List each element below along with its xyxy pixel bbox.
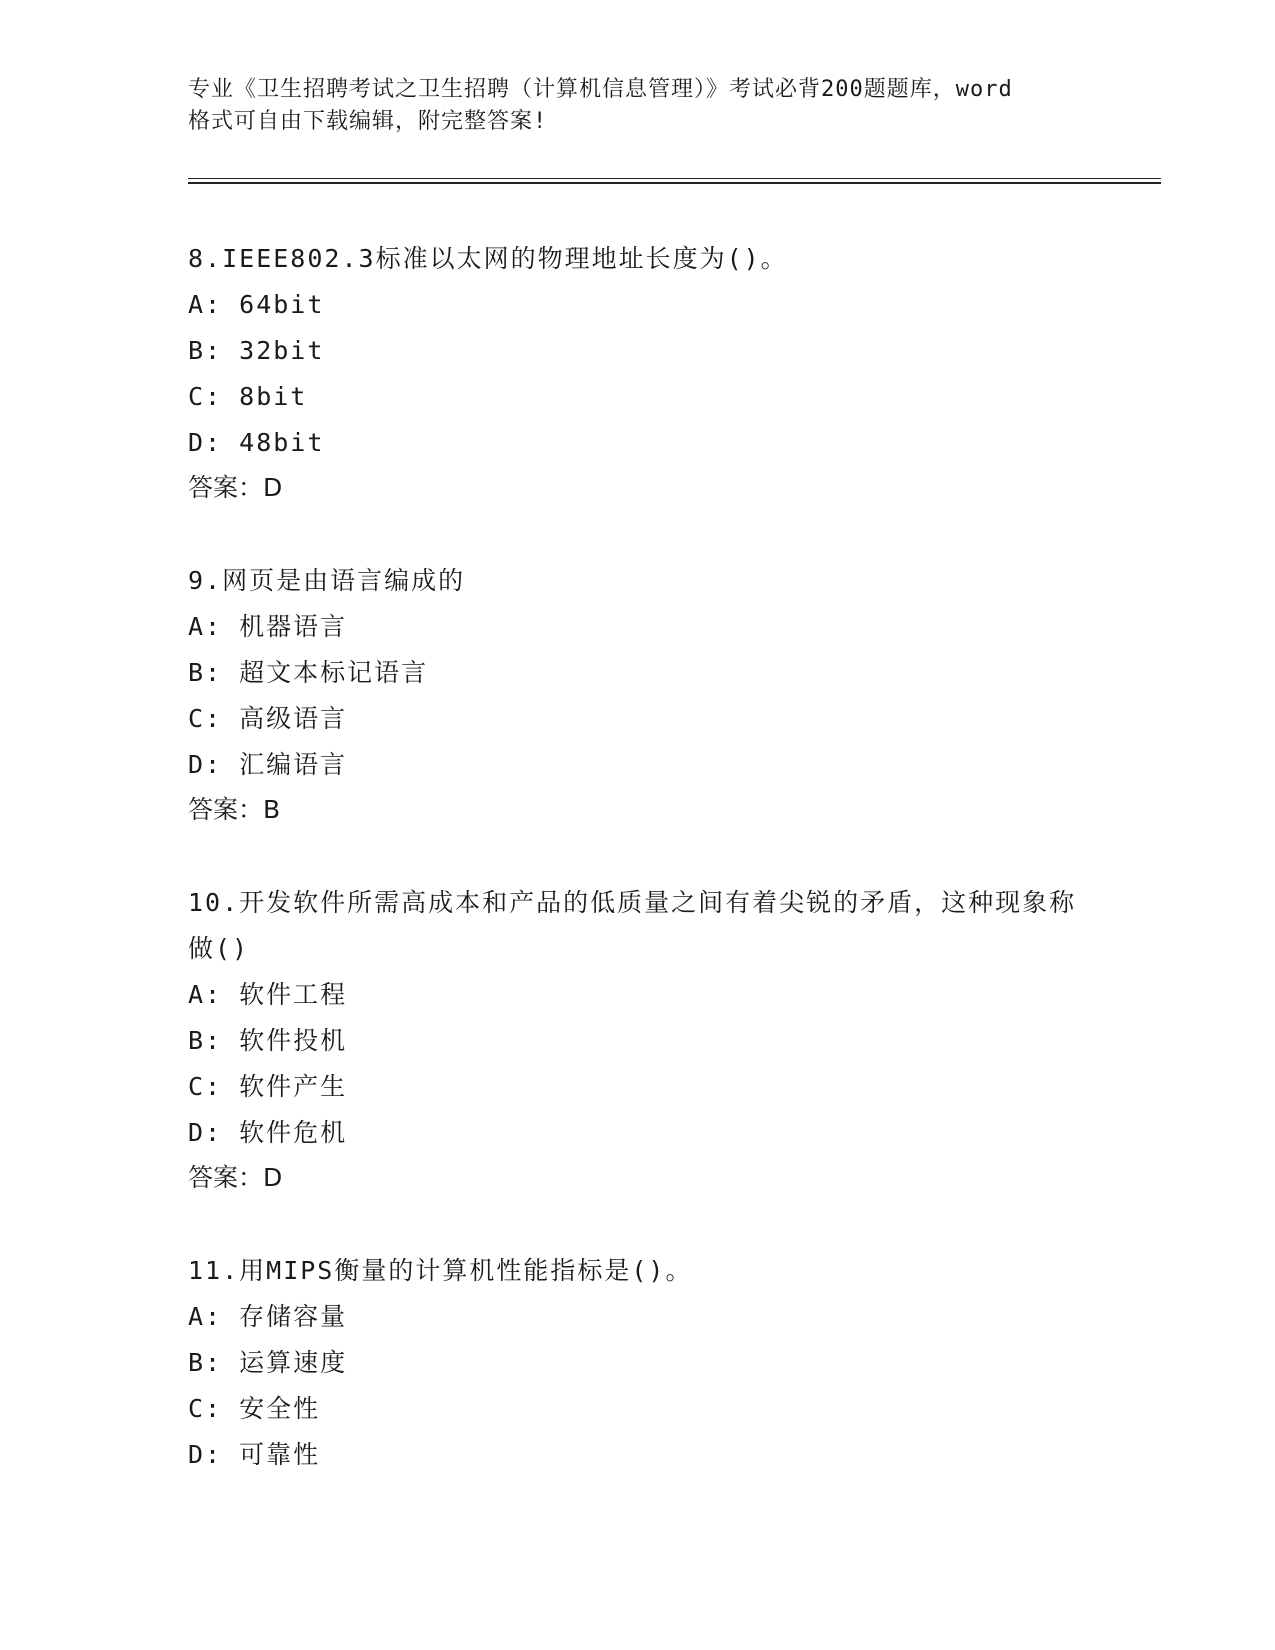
- option-c: C: 8bit: [188, 382, 308, 411]
- question-stem: 9.网页是由语言编成的: [188, 566, 466, 595]
- document-header: [188, 74, 1088, 138]
- question-10: [188, 880, 1088, 1200]
- spacer: [188, 510, 1088, 558]
- answer-label: 答案：B: [188, 795, 281, 824]
- option-b: B: 软件投机: [188, 1026, 348, 1055]
- spacer: [188, 1200, 1088, 1248]
- option-b: B: 超文本标记语言: [188, 658, 429, 687]
- option-a: A: 机器语言: [188, 612, 348, 641]
- question-11: [188, 1248, 1088, 1478]
- answer-label: 答案：D: [188, 1163, 283, 1192]
- spacer: [188, 832, 1088, 880]
- header-line-2: 格式可自由下载编辑，附完整答案!: [188, 109, 548, 134]
- option-a: A: 64bit: [188, 290, 325, 319]
- option-c: C: 安全性: [188, 1394, 321, 1423]
- question-stem: 11.用MIPS衡量的计算机性能指标是()。: [188, 1256, 693, 1285]
- option-c: C: 软件产生: [188, 1072, 348, 1101]
- question-stem: 10.开发软件所需高成本和产品的低质量之间有着尖锐的矛盾，这种现象称做(): [188, 888, 1077, 963]
- header-divider-thin: [188, 178, 1161, 179]
- option-b: B: 运算速度: [188, 1348, 348, 1377]
- option-d: D: 48bit: [188, 428, 325, 457]
- question-8: [188, 236, 1088, 510]
- question-list: [188, 236, 1088, 1478]
- option-d: D: 可靠性: [188, 1440, 321, 1469]
- option-b: B: 32bit: [188, 336, 325, 365]
- option-a: A: 软件工程: [188, 980, 348, 1009]
- answer-label: 答案：D: [188, 473, 283, 502]
- option-c: C: 高级语言: [188, 704, 348, 733]
- question-stem: 8.IEEE802.3标准以太网的物理地址长度为()。: [188, 244, 788, 273]
- option-d: D: 软件危机: [188, 1118, 348, 1147]
- header-divider-thick: [188, 182, 1161, 184]
- header-line-1: 专业《卫生招聘考试之卫生招聘（计算机信息管理）》考试必背200题题库，word: [188, 77, 1013, 102]
- option-d: D: 汇编语言: [188, 750, 348, 779]
- option-a: A: 存储容量: [188, 1302, 348, 1331]
- question-9: [188, 558, 1088, 832]
